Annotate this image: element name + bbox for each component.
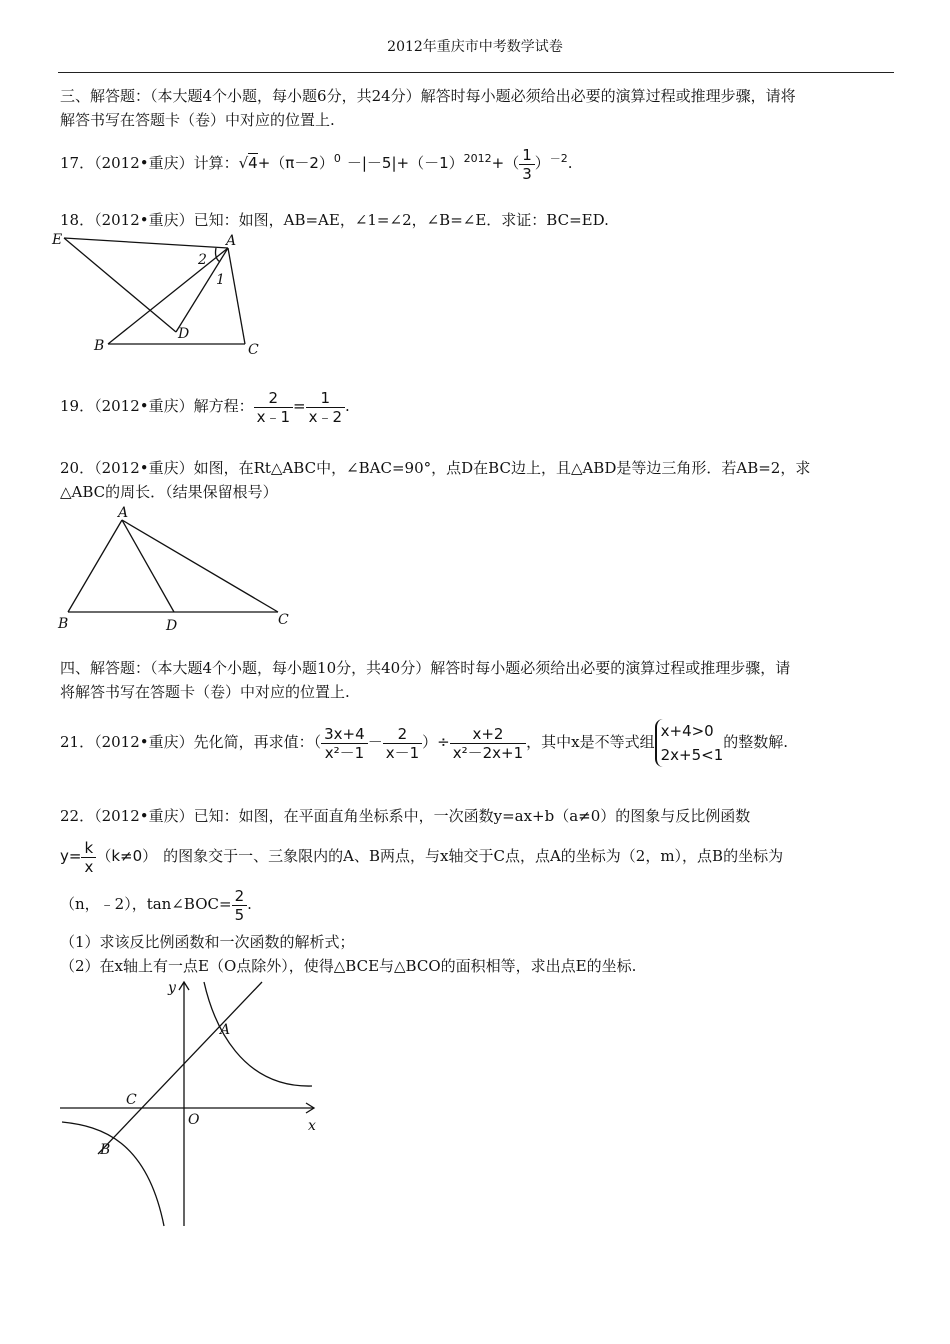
q22-k-num: k [81, 839, 96, 858]
q21-frac1 [321, 725, 368, 762]
q22-tan-den: 5 [234, 905, 245, 924]
q17-frac-den: 3 [522, 164, 532, 183]
q17-expr3: +（ [491, 154, 520, 172]
q19-end: . [345, 397, 350, 415]
q19-rhs [306, 389, 345, 426]
label-a: A [226, 233, 237, 249]
sqrt-sign: √ [238, 154, 249, 172]
question-21 [60, 714, 894, 770]
q22-line3-pre: （n，﹣2），tan∠BOC= [60, 895, 232, 913]
q17-end: . [567, 154, 573, 172]
header-rule [58, 72, 894, 73]
q21-prefix: 21．（2012•重庆）先化简，再求值： [60, 733, 314, 751]
question-20-line1: 20．（2012•重庆）如图，在Rt△ABC中，∠BAC=90°，点D在BC边上，且△ABD是等边三角形．若AB=2，求 [60, 459, 811, 477]
section4-line2: 将解答书写在答题卡（卷）中对应的位置上. [60, 683, 350, 701]
label-a: A [118, 505, 129, 521]
q21-frac2 [383, 725, 422, 762]
label-y: y [168, 980, 176, 996]
q22-tan-num: 2 [232, 887, 248, 906]
question-22-line3 [60, 882, 894, 926]
label-x: x [308, 1118, 316, 1134]
q17-exp2012: 2012 [463, 152, 492, 165]
question-19 [60, 384, 894, 428]
q17-exp0: 0 [333, 152, 341, 165]
q17-exp-neg2: －2 [549, 152, 568, 165]
q17-frac-num: 1 [519, 146, 535, 165]
q18-figure [50, 228, 280, 360]
question-18: 18．（2012•重庆）已知：如图，AB=AE，∠1=∠2，∠B=∠E．求证：BC=ED. [60, 211, 609, 229]
label-c: C [126, 1092, 137, 1108]
q19-eq: = [293, 397, 306, 415]
label-b: B [94, 338, 105, 354]
q21-middle: ，其中x是不等式组 [526, 733, 655, 751]
q21-f2-num: 2 [383, 725, 422, 744]
segment-ab [68, 520, 122, 612]
q19-rhs-den: x﹣2 [308, 407, 343, 426]
segment-ad [122, 520, 174, 612]
label-c: C [248, 342, 259, 358]
section4-line1: 四、解答题：（本大题4个小题，每小题10分，共40分）解答时每小题必须给出必要的演算过程或推理步骤，请 [60, 659, 791, 677]
q21-frac3 [450, 725, 526, 762]
q17-expr4: ） [534, 154, 550, 172]
q17-prefix: 17．（2012•重庆）计算： [60, 154, 239, 172]
q21-f3-num: x+2 [450, 725, 526, 744]
q19-rhs-num: 1 [306, 389, 345, 408]
q17-expr1: +（π－2） [257, 154, 334, 172]
label-b: B [58, 616, 69, 632]
q22-tan-frac [232, 887, 248, 924]
q21-minus: － [367, 733, 383, 751]
q21-ineq2: 2x+5<1 [660, 746, 724, 764]
question-22-sub1: （1）求该反比例函数和一次函数的解析式； [60, 933, 355, 951]
q20-figure [54, 504, 304, 636]
section3-line2: 解答书写在答题卡（卷）中对应的位置上. [60, 111, 335, 129]
q21-f1-num: 3x+4 [321, 725, 368, 744]
q22-figure [52, 976, 332, 1232]
q21-close: ） [422, 733, 438, 751]
segment-ed [64, 238, 176, 332]
label-c: C [278, 612, 289, 628]
q21-f1-den: x²－1 [324, 743, 365, 762]
label-d: D [178, 326, 190, 342]
label-d: D [166, 618, 178, 634]
label-o: O [188, 1112, 200, 1128]
q19-lhs-num: 2 [254, 389, 293, 408]
label-e: E [52, 232, 63, 248]
question-20-line2: △ABC的周长．（结果保留根号） [60, 483, 278, 501]
q21-inequality-system [655, 719, 724, 767]
hyperbola-branch-3 [62, 1122, 164, 1226]
q19-prefix: 19．（2012•重庆）解方程： [60, 397, 254, 415]
q21-f2-den: x－1 [385, 743, 420, 762]
segment-ea [64, 238, 228, 248]
q22-y-eq: y= [60, 847, 82, 865]
linear-function-line [98, 982, 262, 1154]
label-b: B [100, 1142, 111, 1158]
q19-lhs [254, 389, 293, 426]
q22-line2-rest: 的图象交于一、三象限内的A、B两点，与x轴交于C点，点A的坐标为（2，m），点B的坐标为 [163, 847, 784, 865]
segment-ac [228, 248, 245, 344]
section3-line1: 三、解答题：（本大题4个小题，每小题6分，共24分）解答时每小题必须给出必要的演算过程或推理步骤，请将 [60, 87, 796, 105]
q22-k-cond: （k≠0） [96, 847, 158, 865]
q21-end: 的整数解. [723, 733, 789, 751]
q22-k-frac [81, 839, 96, 876]
question-22-line2 [60, 834, 894, 878]
page-header: 2012年重庆市中考数学试卷 [387, 39, 563, 55]
q21-open: （ [313, 733, 322, 751]
q21-f3-den: x²－2x+1 [452, 743, 524, 762]
q19-lhs-den: x﹣1 [256, 407, 291, 426]
question-22-sub2: （2）在x轴上有一点E（O点除外），使得△BCE与△BCO的面积相等，求出点E的坐标. [60, 957, 637, 975]
question-22-line1: 22．（2012•重庆）已知：如图，在平面直角坐标系中，一次函数y=ax+b（a≠0）的图象与反比例函数 [60, 807, 751, 825]
q21-ineq1: x+4>0 [660, 722, 714, 740]
q22-k-den: x [84, 857, 94, 876]
label-1: 1 [216, 272, 225, 288]
label-a: A [220, 1022, 231, 1038]
q21-div: ÷ [437, 733, 450, 751]
q22-line3-end: . [247, 895, 252, 913]
q17-expr2: －|－5|+（－1） [346, 154, 464, 172]
question-17 [60, 144, 894, 183]
label-2: 2 [198, 252, 207, 268]
segment-ab [108, 248, 228, 344]
q17-sqrt-arg: 4 [248, 154, 258, 172]
q17-fraction [519, 146, 535, 183]
segment-ac [122, 520, 278, 612]
